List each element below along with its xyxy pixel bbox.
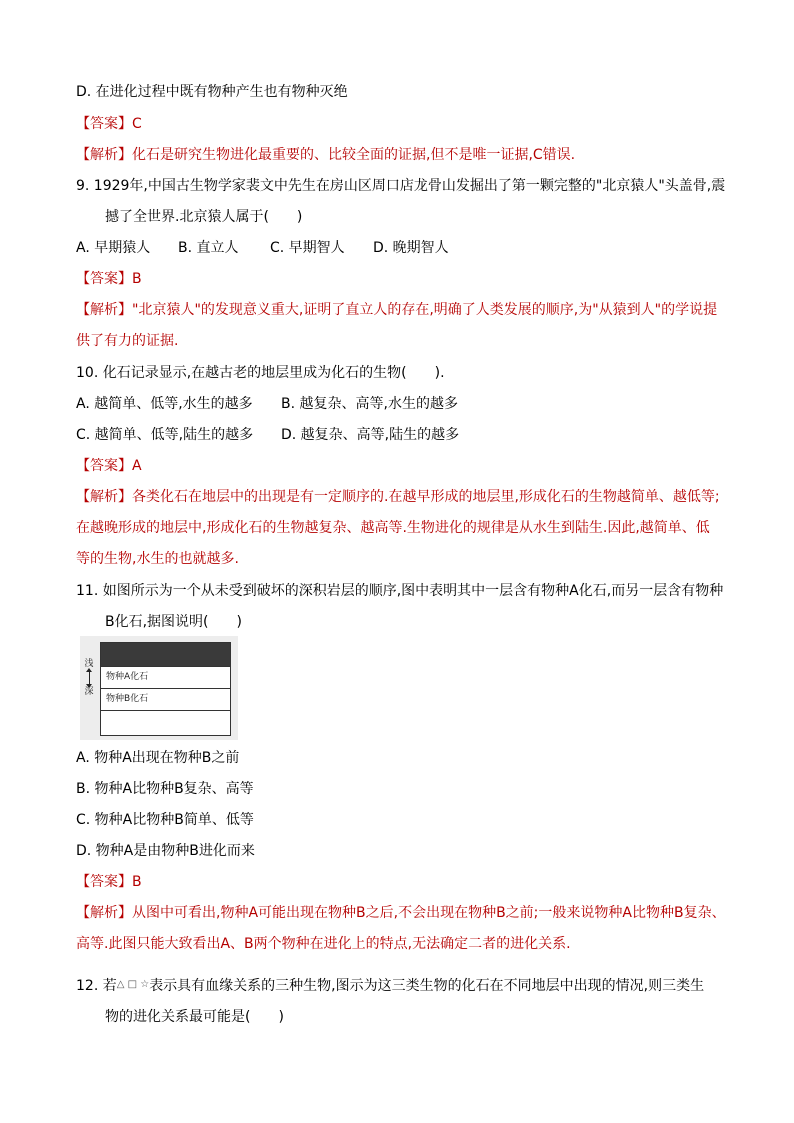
rock-strata [100, 642, 231, 736]
q9-option-a: A. 早期猿人 [76, 240, 151, 256]
q10-analysis-line-1 [76, 487, 720, 507]
analysis-text: 从图中可看出,物种A可能出现在物种B之后,不会出现在物种B之前;一般来说物种A比物种B复杂、 [132, 905, 726, 921]
q9-option-d: D. 晚期智人 [373, 240, 449, 256]
q9-analysis-line-1 [76, 300, 717, 320]
stratum-top [101, 643, 230, 667]
q9-option-c: C. 早期智人 [270, 240, 345, 256]
stratum-bottom [101, 711, 230, 735]
q11-option-b: B. 物种A比物种B复杂、高等 [76, 781, 254, 797]
q9-analysis-line-2: 供了有力的证据. [76, 333, 179, 349]
q10-option-c: C. 越简单、低等,陆生的越多 [76, 427, 254, 443]
q12-stem-line-1 [76, 975, 704, 996]
q11-analysis-line-1 [76, 903, 726, 923]
answer-tag: 【答案】 [76, 271, 132, 287]
q8-analysis [76, 145, 575, 165]
analysis-tag: 【解析】 [76, 489, 132, 505]
q9-stem-line-2: 撼了全世界.北京猿人属于( ) [105, 209, 303, 225]
q8-answer [76, 114, 142, 134]
q11-option-a: A. 物种A出现在物种B之前 [76, 750, 240, 766]
q11-answer [76, 872, 142, 892]
answer-value: A [132, 458, 142, 474]
q9-option-b: B. 直立人 [178, 240, 239, 256]
q11-stem-line-2: B化石,据图说明( ) [105, 614, 242, 630]
strata-figure [80, 636, 238, 740]
q8-option-d: D. 在进化过程中既有物种产生也有物种灭绝 [76, 84, 348, 100]
answer-tag: 【答案】 [76, 874, 132, 890]
q11-stem-line-1: 11. 如图所示为一个从未受到破坏的深积岩层的顺序,图中表明其中一层含有物种A化石,而另一层含有物种 [76, 583, 724, 599]
q11-option-d: D. 物种A是由物种B进化而来 [76, 843, 255, 859]
q10-stem: 10. 化石记录显示,在越古老的地层里成为化石的生物( ). [76, 365, 445, 381]
analysis-tag: 【解析】 [76, 147, 132, 163]
answer-value: B [132, 271, 142, 287]
q10-analysis-line-2: 在越晚形成的地层中,形成化石的生物越复杂、越高等.生物进化的规律是从水生到陆生.因此,越简单、低 [76, 520, 710, 536]
q10-analysis-line-3: 等的生物,水生的也就越多. [76, 551, 239, 567]
answer-tag: 【答案】 [76, 458, 132, 474]
q10-option-b: B. 越复杂、高等,水生的越多 [281, 396, 458, 412]
q11-analysis-line-2: 高等.此图只能大致看出A、B两个物种在进化上的特点,无法确定二者的进化关系. [76, 936, 571, 952]
analysis-text: 化石是研究生物进化最重要的、比较全面的证据,但不是唯一证据,C错误. [132, 147, 576, 163]
answer-value: C [132, 116, 142, 132]
analysis-tag: 【解析】 [76, 905, 132, 921]
stratum-species-b: 物种B化石 [101, 689, 230, 711]
q12-prefix: 12. 若 [76, 978, 117, 994]
q11-option-c: C. 物种A比物种B简单、低等 [76, 812, 254, 828]
stratum-species-a: 物种A化石 [101, 667, 230, 689]
q10-options-row-2 [76, 425, 459, 445]
depth-indicator [82, 658, 96, 698]
depth-deep-label: 深 [84, 687, 94, 697]
q10-answer [76, 456, 142, 476]
triangle-square-star-icon: △ □ ☆ [116, 979, 150, 990]
q9-answer [76, 269, 142, 289]
q12-stem-line-2: 物的进化关系最可能是( ) [105, 1009, 284, 1025]
q12-stem-rest: 表示具有血缘关系的三种生物,图示为这三类生物的化石在不同地层中出现的情况,则三类生 [149, 978, 705, 994]
depth-shallow-label: 浅 [84, 659, 94, 669]
q10-option-d: D. 越复杂、高等,陆生的越多 [281, 427, 460, 443]
q10-option-a: A. 越简单、低等,水生的越多 [76, 396, 253, 412]
double-arrow-icon [89, 671, 90, 685]
answer-tag: 【答案】 [76, 116, 132, 132]
analysis-tag: 【解析】 [76, 302, 132, 318]
q9-stem-line-1: 9. 1929年,中国古生物学家裴文中先生在房山区周口店龙骨山发掘出了第一颗完整的"北京猿人"头盖骨,震 [76, 178, 726, 194]
analysis-text: 各类化石在地层中的出现是有一定顺序的.在越早形成的地层里,形成化石的生物越简单、越低等; [132, 489, 720, 505]
answer-value: B [132, 874, 142, 890]
q9-options [76, 238, 449, 258]
q10-options-row-1 [76, 394, 458, 414]
analysis-text: "北京猿人"的发现意义重大,证明了直立人的存在,明确了人类发展的顺序,为"从猿到人"的学说提 [132, 302, 718, 318]
